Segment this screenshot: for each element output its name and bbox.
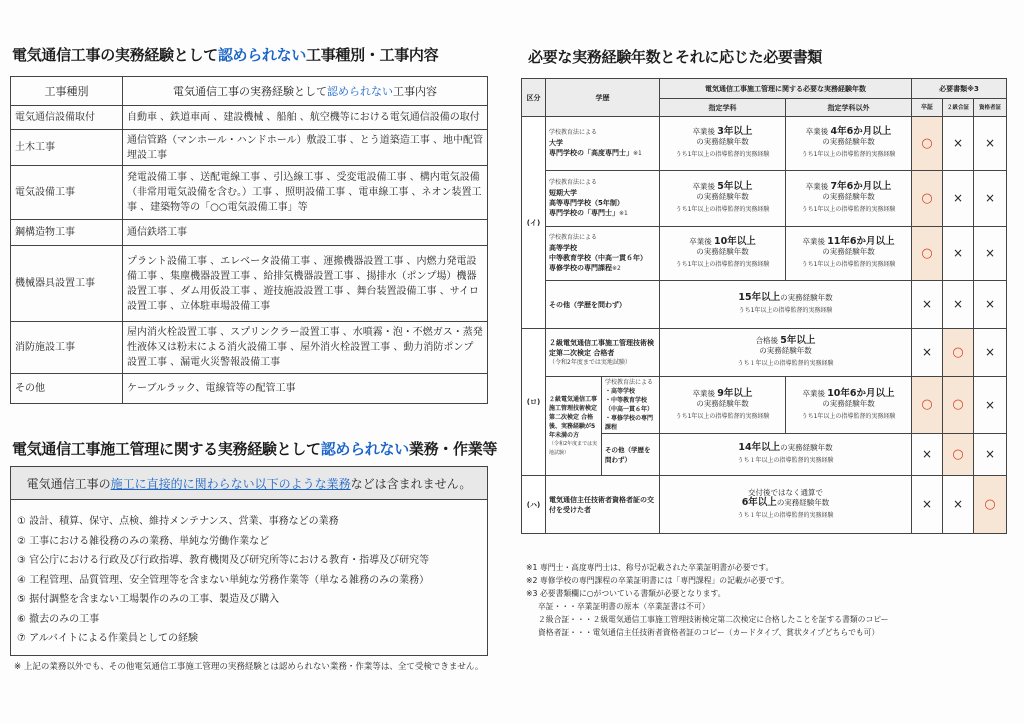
doc-mark: × bbox=[943, 227, 974, 281]
excluded-duties-box bbox=[10, 466, 488, 656]
header-sotsusho: 卒証 bbox=[912, 99, 943, 117]
table-row: 電気設備工事 発電設備工事 、送配電線工事 、引込線工事 、受変電設備工事 、構内電気設備（非常用電気設備を含む。）工事 、照明設備工事 、電車線工事 、ネオン装置工事 、建築物等の「○○電気設備工事」等 bbox=[11, 166, 488, 220]
footnote: ※1 専門士・高度専門士は、称号が記載された卒業証明書が必要です。 bbox=[526, 563, 774, 572]
required-experience-table bbox=[521, 78, 1007, 534]
table-row: 電気通信設備取付 自動車 、鉄道車両 、建設機械 、船舶 、航空機等における電気通信設備の取付 bbox=[11, 106, 488, 130]
doc-mark: ○ bbox=[943, 434, 974, 476]
left-section2-title: 電気通信工事施工管理に関する実務経験として認められない業務・作業等 bbox=[12, 440, 498, 458]
left-section-title: 電気通信工事の実務経験として認められない工事種別・工事内容 bbox=[12, 46, 439, 64]
table-row: 学校教育法による 短期大学 高等専門学校（5年制） 専門学校の「専門士」※1 卒業後 5年以上 の実務経験年数 うち1年以上の指導監督的実務経験 卒業後 7年6か月以上 の実務経験年数 うち1年以上の指導監督的実務経験 ○ × × bbox=[522, 171, 1007, 227]
header-shitei: 指定学科 bbox=[660, 99, 786, 117]
doc-mark: ○ bbox=[943, 329, 974, 377]
table-row: ２級電気通信工事施工管理技術検定 第二次検定 合格後、実務経験が5年未満の方 （令和2年度までは実地試験） 学校教育法による ・高等学校 ・中等教育学校 （中高一貫６年） ・専修学校の専門課程 卒業後 9年以上 の実務経験年数 うち1年以上の指導監督的実務経験 卒業後 10年6か月以上 の実務経験年数 うち1年以上の指導監督的実務経験 ○ ○ × bbox=[522, 377, 1007, 434]
left-footnote: ※ 上記の業務以外でも、その他電気通信工事施工管理の実務経験とは認められない業務・作業等は、全て受検できません。 bbox=[14, 662, 484, 672]
list-item: ⑦ アルバイトによる作業員としての経験 bbox=[17, 633, 199, 644]
doc-mark: × bbox=[912, 329, 943, 377]
list-item: ③ 官公庁における行政及び行政指導、教育機関及び研究所等における教育・指導及び研究等 bbox=[17, 555, 430, 566]
table-row: その他（学歴を問わず） 15年以上の実務経験年数 うち1年以上の指導監督的実務経験 × × × bbox=[522, 281, 1007, 329]
doc-mark: ○ bbox=[912, 117, 943, 171]
right-footnotes bbox=[526, 561, 889, 639]
doc-mark: × bbox=[974, 281, 1007, 329]
header-docs: 必要書類※3 bbox=[912, 79, 1007, 99]
group-label: (ハ) bbox=[522, 476, 546, 534]
doc-mark: × bbox=[943, 281, 974, 329]
doc-mark: × bbox=[974, 117, 1007, 171]
excluded-work-types-table bbox=[10, 76, 488, 404]
header-content: 電気通信工事の実務経験として認められない工事内容 bbox=[123, 77, 488, 106]
doc-mark: × bbox=[912, 281, 943, 329]
table-row: 機械器具設置工事 プラント設備工事 、エレベータ設備工事 、運搬機器設置工事 、内燃力発電設備工事 、集塵機器設置工事 、給排気機器設置工事 、揚排水（ポンプ場）機器設置工事 、ダム用仮設工事 、遊技施設設置工事 、舞台装置設備工事 、サイロ設置工事 、立体駐車場設備工事 bbox=[11, 246, 488, 322]
right-section-title: 必要な実務経験年数とそれに応じた必要書類 bbox=[528, 48, 823, 66]
table-row: 学校教育法による 高等学校 中等教育学校（中高一貫６年） 専修学校の専門課程※2 卒業後 10年以上 の実務経験年数 うち1年以上の指導監督的実務経験 卒業後 11年6か月以上 の実務経験年数 うち1年以上の指導監督的実務経験 ○ × × bbox=[522, 227, 1007, 281]
doc-mark: × bbox=[943, 171, 974, 227]
header-shitei-igai: 指定学科以外 bbox=[786, 99, 912, 117]
doc-mark: × bbox=[974, 377, 1007, 434]
doc-mark: ○ bbox=[943, 377, 974, 434]
header-kubun: 区分 bbox=[522, 79, 546, 117]
footnote: 卒証・・・卒業証明書の原本（卒業証書は不可） bbox=[538, 602, 710, 611]
group-label: (ロ) bbox=[522, 329, 546, 476]
footnote: ２級合証・・・２級電気通信工事施工管理技術検定第二次検定に合格したことを証する書類のコピー bbox=[538, 615, 889, 624]
table-row: (ロ) ２級電気通信工事施工管理技術検定第二次検定 合格者 （令和2年度までは実地試験） 合格後 5年以上 の実務経験年数 うち１年以上の指導監督的実務経験 × ○ × bbox=[522, 329, 1007, 377]
footnote: ※2 専修学校の専門課程の卒業証明書には「専門課程」の記載が必要です。 bbox=[526, 576, 789, 585]
list-item: ① 設計、積算、保守、点検、維持メンテナンス、営業、事務などの業務 bbox=[17, 516, 339, 527]
header-years: 電気通信工事施工管理に関する必要な実務経験年数 bbox=[660, 79, 912, 99]
doc-mark: × bbox=[974, 434, 1007, 476]
header-2kyu: ２級合証 bbox=[943, 99, 974, 117]
doc-mark: ○ bbox=[912, 171, 943, 227]
header-shikaku: 資格者証 bbox=[974, 99, 1007, 117]
header-kind: 工事種別 bbox=[11, 77, 123, 106]
doc-mark: × bbox=[974, 171, 1007, 227]
doc-mark: × bbox=[943, 476, 974, 534]
doc-mark: × bbox=[974, 329, 1007, 377]
table-row: その他（学歴を問わず） 14年以上の実務経験年数 うち１年以上の指導監督的実務経験 × ○ × bbox=[522, 434, 1007, 476]
excluded-duties-heading: 電気通信工事の 施工に直接的に関わらない以下のような業務 などは含まれません。 bbox=[11, 467, 487, 500]
doc-mark: × bbox=[912, 434, 943, 476]
doc-mark: × bbox=[912, 476, 943, 534]
header-gakureki: 学歴 bbox=[546, 79, 660, 117]
doc-mark: ○ bbox=[912, 377, 943, 434]
doc-mark: × bbox=[943, 117, 974, 171]
list-item: ② 工事における雑役務のみの業務、単純な労働作業など bbox=[17, 535, 270, 547]
list-item: ④ 工程管理、品質管理、安全管理等を含まない単純な労務作業等（単なる雑務のみの業務） bbox=[17, 574, 430, 586]
list-item: ⑥ 撤去のみの工事 bbox=[17, 613, 100, 625]
doc-mark: × bbox=[974, 227, 1007, 281]
doc-mark: ○ bbox=[912, 227, 943, 281]
table-row: 消防施設工事 屋内消火栓設置工事 、スプリンクラー設置工事 、水噴霧・泡・不燃ガス・蒸発性液体又は粉末による消火設備工事 、屋外消火栓設置工事 、動力消防ポンプ設置工事 、漏電火災警報設備工事 bbox=[11, 322, 488, 374]
doc-mark: ○ bbox=[974, 476, 1007, 534]
excluded-duties-list bbox=[11, 500, 487, 649]
table-row: 土木工事 通信管路（マンホール・ハンドホール）敷設工事 、とう道築造工事 、地中配管埋設工事 bbox=[11, 130, 488, 166]
table-row: その他 ケーブルラック、電線管等の配管工事 bbox=[11, 374, 488, 404]
table-row: 鋼構造物工事 通信鉄塔工事 bbox=[11, 220, 488, 246]
footnote: ※3 必要書類欄に○がついている書類が必要となります。 bbox=[526, 589, 726, 598]
list-item: ⑤ 据付調整を含まない工場製作のみの工事、製造及び購入 bbox=[17, 594, 280, 605]
group-label: (イ) bbox=[522, 117, 546, 329]
table-row: (イ) 学校教育法による 大学 専門学校の「高度専門士」※1 卒業後 3年以上 の実務経験年数 うち1年以上の指導監督的実務経験 卒業後 4年6か月以上 の実務経験年数 うち1年以上の指導監督的実務経験 ○ × × bbox=[522, 117, 1007, 171]
footnote: 資格者証・・・電気通信主任技術者資格者証のコピー（カードタイプ、賞状タイプどちらでも可） bbox=[538, 628, 880, 637]
table-row: (ハ) 電気通信主任技術者資格者証の交付を受けた者 交付後ではなく通算で 6年以上の実務経験年数 うち１年以上の指導監督的実務経験 × × ○ bbox=[522, 476, 1007, 534]
